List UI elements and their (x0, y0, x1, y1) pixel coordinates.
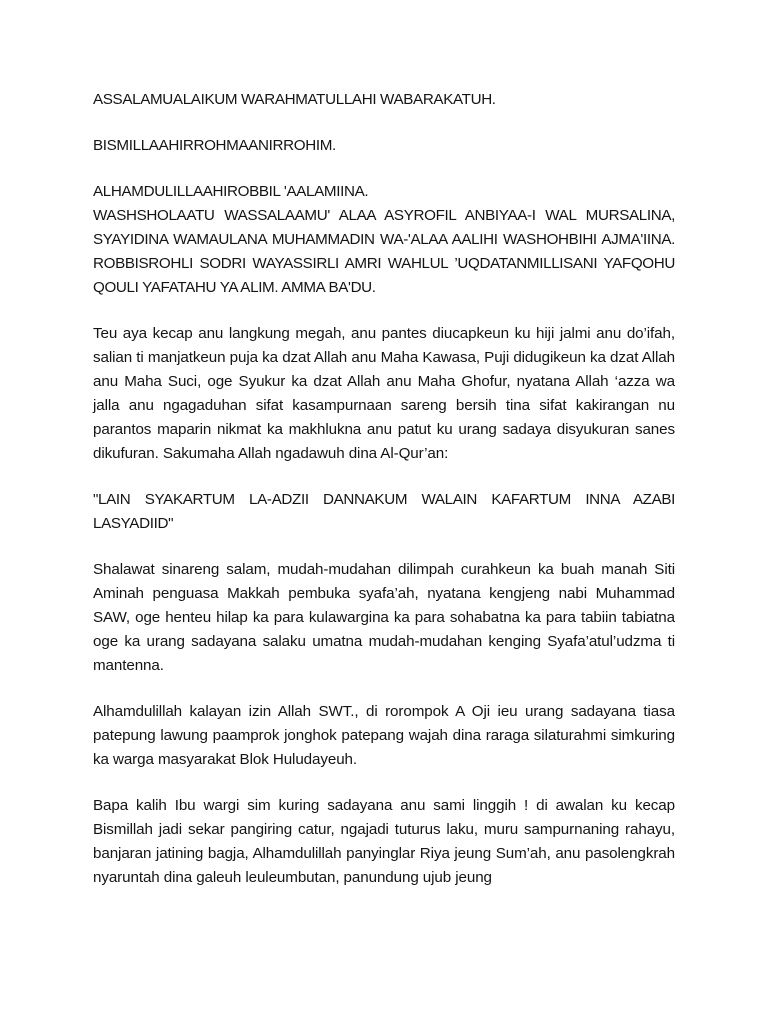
shalawat-paragraph: Shalawat sinareng salam, mudah-mudahan dilimpah curahkeun ka buah manah Siti Aminah penguasa Makkah pembuka syafa’ah, nyatana kengjeng nabi Muhammad SAW, oge henteu hilap ka para kulawargina ka para sohabatna ka para tabiin tabiatna oge ka urang sadayana salaku umatna mudah-mudahan kenging Syafa’atul’udzma ti mantenna. (93, 561, 675, 674)
pambuka-paragraph: Bapa kalih Ibu wargi sim kuring sadayana anu sami linggih ! di awalan ku kecap Bismillah jadi sekar pangiring catur, ngajadi tuturus laku, muru sampurnaning rahayu, banjaran jatining bagja, Alhamdulillah panyinglar Riya jeung Sum’ah, anu pasolengkrah nyaruntah dina galeuh leuleumbutan, panundung ujub jeung (93, 797, 675, 886)
ayat-quote: "LAIN SYAKARTUM LA-ADZII DANNAKUM WALAIN KAFARTUM INNA AZABI LASYADIID" (93, 491, 675, 532)
bismillah-line: BISMILLAAHIRROHMAANIRROHIM. (93, 137, 336, 154)
greeting-salam: ASSALAMUALAIKUM WARAHMATULLAHI WABARAKATUH. (93, 91, 496, 108)
document-body (93, 88, 675, 912)
silaturahmi-paragraph: Alhamdulillah kalayan izin Allah SWT., di rorompok A Oji ieu urang sadayana tiasa patepung lawung paamprok jonghok patepang wajah dina raraga silaturahmi simkuring ka warga masyarakat Blok Huludayeuh. (93, 703, 675, 768)
puji-syukur-paragraph: Teu aya kecap anu langkung megah, anu pantes diucapkeun ku hiji jalmi anu do’ifah, salian ti manjatkeun puja ka dzat Allah anu Maha Kawasa, Puji didugikeun ka dzat Allah anu Maha Suci, oge Syukur ka dzat Allah anu Maha Ghofur, nyatana Allah ‘azza wa jalla anu ngagaduhan sifat kasampurnaan sareng bersih tina sifat kakirangan nu parantos maparin nikmat ka makhlukna anu patut ku urang sadaya disyukuran sanes dikufuran. Sakumaha Allah ngadawuh dina Al-Qur’an: (93, 325, 675, 462)
alhamdulillah-heading: ALHAMDULILLAAHIROBBIL 'AALAMIINA. (93, 183, 369, 200)
sholawat-arabic-paragraph: WASHSHOLAATU WASSALAAMU' ALAA ASYROFIL ANBIYAA-I WAL MURSALINA, SYAYIDINA WAMAULANA MUHAMMADIN WA-'ALAA AALIHI WASHOHBIHI AJMA'IINA. ROBBISROHLI SODRI WAYASSIRLI AMRI WAHLUL ’UQDATANMILLISANI YAFQOHU QOULI YAFATAHU YA ALIM. AMMA BA'DU. (93, 207, 675, 296)
